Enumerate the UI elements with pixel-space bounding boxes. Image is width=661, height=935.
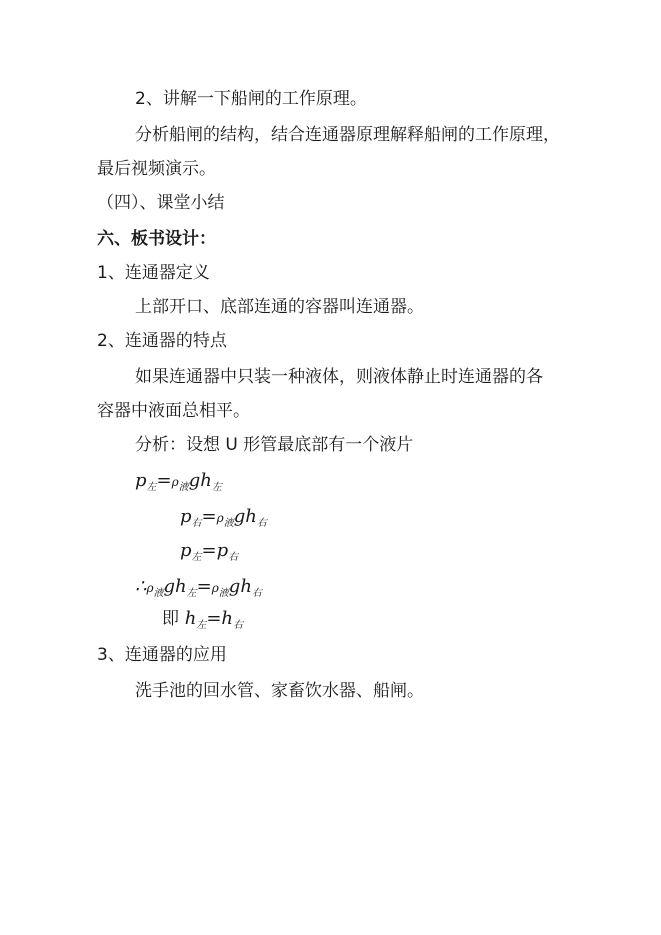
subsection-features: 2、连通器的特点 — [97, 331, 227, 351]
analysis-text: 分析：设想 U 形管最底部有一个液片 — [135, 435, 414, 455]
section-summary: （四）、课堂小结 — [97, 193, 225, 213]
step-2-line: 2、讲解一下船闸的工作原理。 — [135, 89, 367, 109]
section-board-design-heading: 六、板书设计： — [97, 229, 216, 249]
formula-conclusion: 即 $h_左=h_右$ — [162, 608, 244, 631]
formula-pressure-right: $p_右=\rho_液gh_右$ — [180, 506, 267, 529]
formula-pressure-left: $p_左=\rho_液gh_左$ — [135, 470, 222, 493]
applications-text: 洗手池的回水管、家畜饮水器、船闸。 — [135, 681, 424, 701]
paragraph-analysis-line2: 最后视频演示。 — [97, 159, 216, 179]
formula-therefore: $\therefore\rho_液gh_左=\rho_液gh_右$ — [135, 576, 262, 599]
formula-pressure-equal: $p_左=p_右$ — [180, 540, 239, 563]
features-text-line1: 如果连通器中只装一种液体，则液体静止时连通器的各 — [135, 367, 543, 387]
features-text-line2: 容器中液面总相平。 — [97, 401, 250, 421]
subsection-applications: 3、连通器的应用 — [97, 645, 227, 665]
definition-text: 上部开口、底部连通的容器叫连通器。 — [135, 297, 424, 317]
paragraph-analysis-line1: 分析船闸的结构，结合连通器原理解释船闸的工作原理， — [135, 125, 560, 145]
subsection-definition: 1、连通器定义 — [97, 263, 210, 283]
